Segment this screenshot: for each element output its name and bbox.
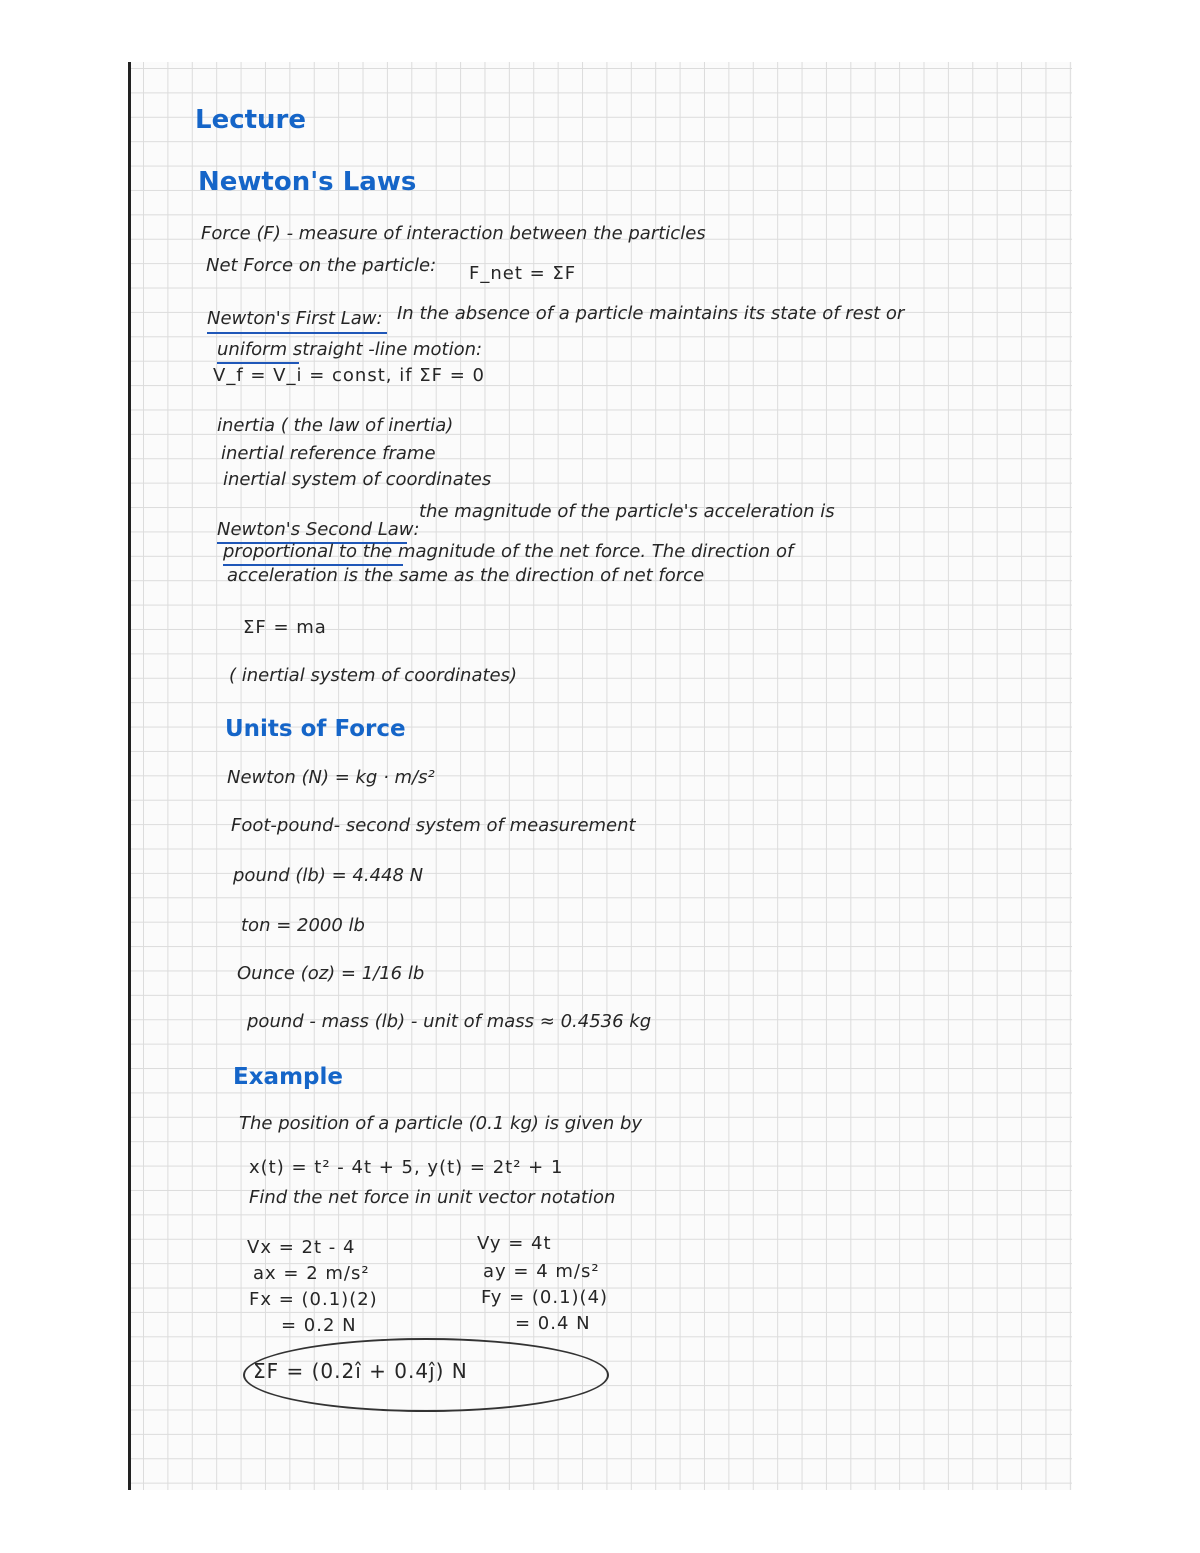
second-law-formula: ΣF = ma bbox=[243, 617, 327, 638]
y-work-line-2: ay = 4 m/s² bbox=[483, 1261, 600, 1282]
second-law-text-2: proportional to the magnitude of the net force. The direction of bbox=[223, 541, 794, 562]
second-law-text-1: the magnitude of the particle's acceleration is bbox=[419, 501, 835, 522]
lecture-heading: Lecture bbox=[195, 105, 307, 135]
first-law-underline bbox=[207, 332, 387, 334]
example-task: Find the net force in unit vector notation bbox=[249, 1187, 616, 1208]
net-force-formula: F_net = ΣF bbox=[469, 263, 577, 284]
example-equations: x(t) = t² - 4t + 5, y(t) = 2t² + 1 bbox=[249, 1157, 564, 1178]
y-work-line-4: = 0.4 N bbox=[515, 1313, 591, 1334]
unit-pound-mass: pound - mass (lb) - unit of mass ≈ 0.4536 kg bbox=[247, 1011, 652, 1032]
uniform-underline bbox=[217, 362, 299, 364]
inertia-term-3: inertial system of coordinates bbox=[223, 469, 492, 490]
unit-system: Foot-pound- second system of measurement bbox=[231, 815, 636, 836]
x-work-line-3: Fx = (0.1)(2) bbox=[249, 1289, 378, 1310]
first-law-label: Newton's First Law: bbox=[207, 308, 383, 329]
y-work-line-3: Fy = (0.1)(4) bbox=[481, 1287, 609, 1308]
unit-newton: Newton (N) = kg · m/s² bbox=[227, 767, 435, 788]
example-answer: ΣF = (0.2î + 0.4ĵ) N bbox=[253, 1359, 468, 1383]
y-work-line-1: Vy = 4t bbox=[477, 1233, 552, 1254]
example-heading: Example bbox=[233, 1064, 343, 1090]
unit-ounce: Ounce (oz) = 1/16 lb bbox=[237, 963, 425, 984]
second-law-label: Newton's Second Law: bbox=[217, 519, 420, 540]
net-force-text: Net Force on the particle: bbox=[206, 255, 437, 276]
x-work-line-4: = 0.2 N bbox=[281, 1315, 357, 1336]
unit-ton: ton = 2000 lb bbox=[241, 915, 365, 936]
notebook-page bbox=[128, 62, 1072, 1490]
second-law-note: ( inertial system of coordinates) bbox=[229, 665, 518, 686]
second-law-text-3: acceleration is the same as the direction of net force bbox=[227, 565, 705, 586]
inertia-term-1: inertia ( the law of inertia) bbox=[217, 415, 454, 436]
first-law-text-1: In the absence of a particle maintains its state of rest or bbox=[397, 303, 905, 324]
x-work-line-2: ax = 2 m/s² bbox=[253, 1263, 370, 1284]
example-statement: The position of a particle (0.1 kg) is given by bbox=[239, 1113, 643, 1134]
inertia-term-2: inertial reference frame bbox=[221, 443, 436, 464]
x-work-line-1: Vx = 2t - 4 bbox=[247, 1237, 356, 1258]
force-definition: Force (F) - measure of interaction between the particles bbox=[201, 223, 706, 244]
units-of-force-heading: Units of Force bbox=[225, 716, 406, 742]
first-law-formula: V_f = V_i = const, if ΣF = 0 bbox=[213, 365, 485, 386]
first-law-text-2: uniform straight -line motion: bbox=[217, 339, 483, 360]
newtons-laws-heading: Newton's Laws bbox=[198, 167, 417, 197]
unit-pound: pound (lb) = 4.448 N bbox=[233, 865, 424, 886]
